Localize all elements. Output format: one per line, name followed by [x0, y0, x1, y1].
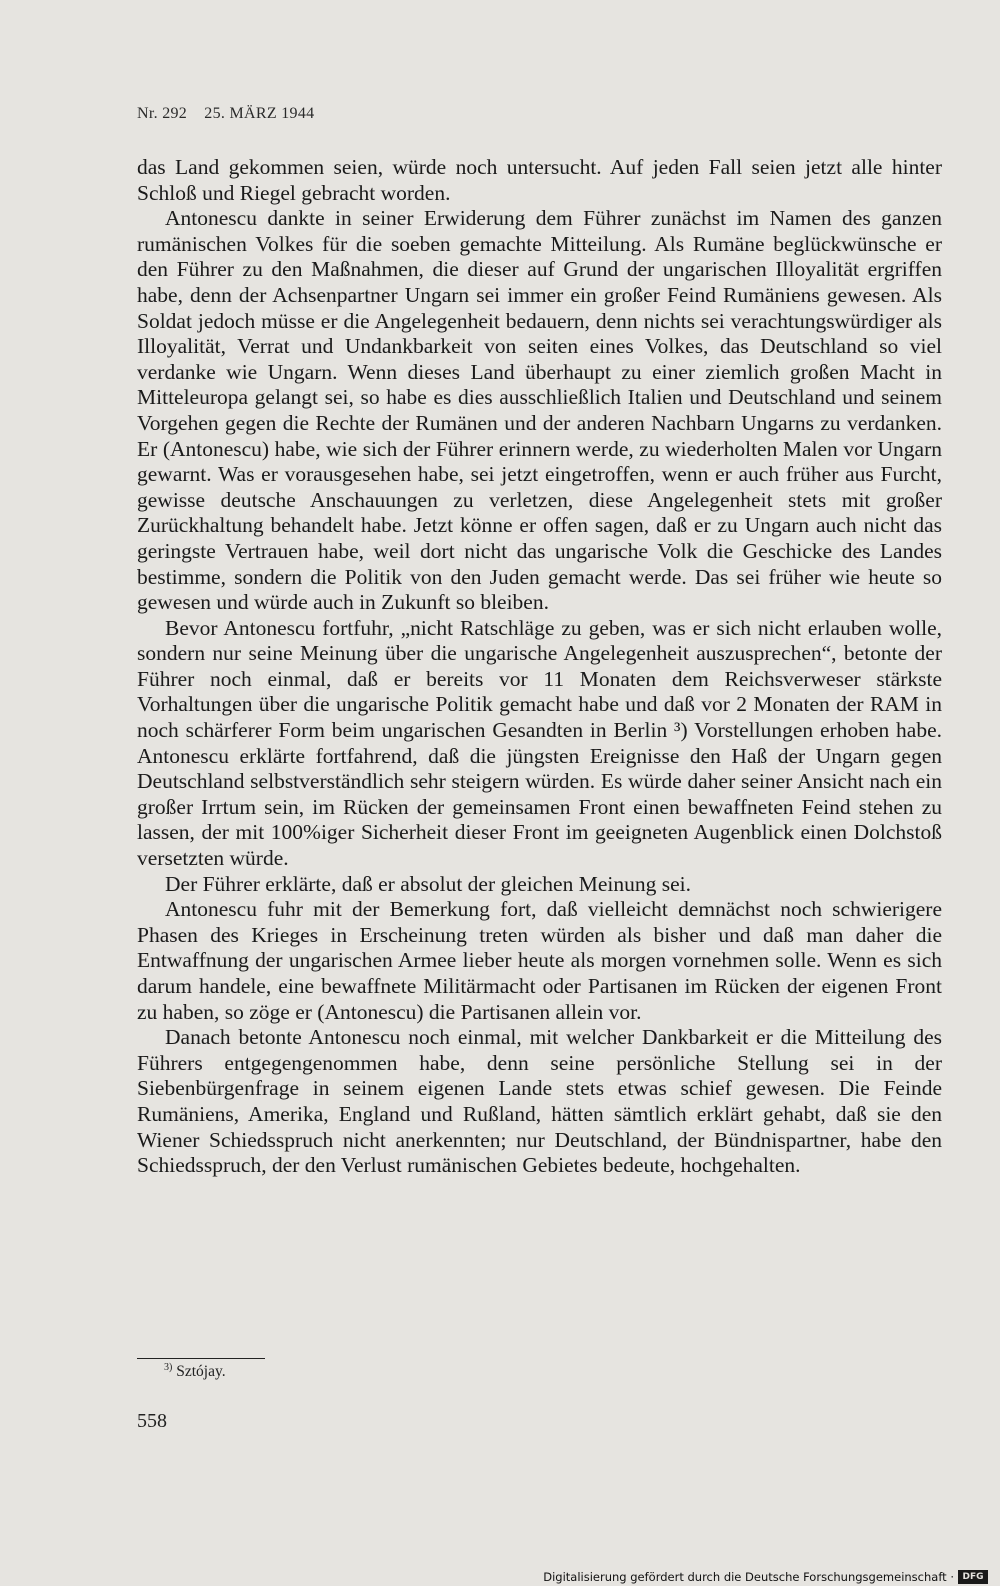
body-text	[137, 155, 942, 1179]
footnote-marker: 3)	[164, 1362, 173, 1373]
paragraph-6: Danach betonte Antonescu noch einmal, mit welcher Dankbarkeit er die Mitteilung des Führers entgegengenommen habe, denn seine persönliche Stellung sei in der Siebenbürgenfrage in seinem eigenen Lande stets etwas schief gewesen. Die Feinde Rumäniens, Amerika, England und Rußland, hätten sämtlich erklärt gehabt, daß sie den Wiener Schiedsspruch nicht anerkennten; nur Deutschland, der Bündnispartner, habe den Schiedsspruch, der den Verlust rumänischen Gebietes bedeute, hochgehalten.	[137, 1025, 942, 1178]
footnote-rule	[137, 1358, 265, 1359]
page-number: 558	[137, 1410, 167, 1432]
footnote	[164, 1362, 226, 1381]
funding-text: Digitalisierung gefördert durch die Deutsche Forschungsgemeinschaft ·	[543, 1570, 954, 1584]
footnote-text: Sztójay.	[176, 1363, 226, 1381]
paragraph-2: Antonescu dankte in seiner Erwiderung dem Führer zunächst im Namen des ganzen rumänischen Volkes für die soeben gemachte Mitteilung. Als Rumäne beglückwünsche er den Führer zu den Maßnahmen, die dieser auf Grund der ungarischen Illoyalität ergriffen habe, denn der Achsenpartner Ungarn sei immer ein großer Feind Rumäniens gewesen. Als Soldat jedoch müsse er die Angelegenheit bedauern, denn nichts sei verachtungswürdiger als Illoyalität, Verrat und Undankbarkeit von seiten eines Volkes, das Deutschland so viel verdanke wie Ungarn. Wenn dieses Land überhaupt zu einer ziemlich großen Macht in Mitteleuropa gelangt sei, so habe es dies ausschließlich Italien und Deutschland und seinem Vorgehen gegen die Rechte der Rumänen und der anderen Nachbarn Ungarns zu verdanken. Er (Antonescu) habe, wie sich der Führer erinnern werde, zu wiederholten Malen vor Ungarn gewarnt. Was er vorausgesehen habe, sei jetzt eingetroffen, wenn er auch früher aus Furcht, gewisse deutsche Anschauungen zu verletzen, diese Angelegenheit stets mit großer Zurückhaltung behandelt habe. Jetzt könne er offen sagen, daß er zu Ungarn auch nicht das geringste Vertrauen habe, weil dort nicht das ungarische Volk die Geschicke des Landes bestimme, sondern die Politik von den Juden gemacht werde. Das sei früher wie heute so gewesen und würde auch in Zukunft so bleiben.	[137, 206, 942, 615]
paragraph-1: das Land gekommen seien, würde noch untersucht. Auf jeden Fall seien jetzt alle hinter Schloß und Riegel gebracht worden.	[137, 155, 942, 205]
running-head: Nr. 292 25. MÄRZ 1944	[137, 105, 315, 122]
dfg-logo-icon: DFG	[958, 1570, 988, 1584]
paragraph-3: Bevor Antonescu fortfuhr, „nicht Ratschläge zu geben, was er sich nicht erlauben wolle, sondern nur seine Meinung über die ungarische Angelegenheit auszusprechen“, betonte der Führer noch einmal, daß er bereits vor 11 Monaten dem Reichsverweser stärkste Vorhaltungen über die ungarische Politik gemacht habe und daß vor 2 Monaten der RAM in noch schärferer Form beim ungarischen Gesandten in Berlin ³) Vorstellungen erhoben habe. Antonescu erklärte fortfahrend, daß die jüngsten Ereignisse den Haß der Ungarn gegen Deutschland selbstverständlich sehr steigern würden. Es würde daher seiner Ansicht nach ein großer Irrtum sein, im Rücken der gemeinsamen Front einen bewaffneten Feind stehen zu lassen, der mit 100%iger Sicherheit dieser Front im geeigneten Augenblick einen Dolchstoß versetzten würde.	[137, 615, 942, 871]
paragraph-4: Der Führer erklärte, daß er absolut der gleichen Meinung sei.	[165, 871, 691, 896]
funding-notice	[543, 1570, 988, 1584]
paragraph-5: Antonescu fuhr mit der Bemerkung fort, daß vielleicht demnächst noch schwierigere Phasen des Krieges in Erscheinung treten würden als bisher und daß man daher die Entwaffnung der ungarischen Armee lieber heute als morgen vornehmen solle. Wenn es sich darum handele, eine bewaffnete Militärmacht oder Partisanen im Rücken der eigenen Front zu haben, so zöge er (Antonescu) die Partisanen allein vor.	[137, 897, 942, 1024]
